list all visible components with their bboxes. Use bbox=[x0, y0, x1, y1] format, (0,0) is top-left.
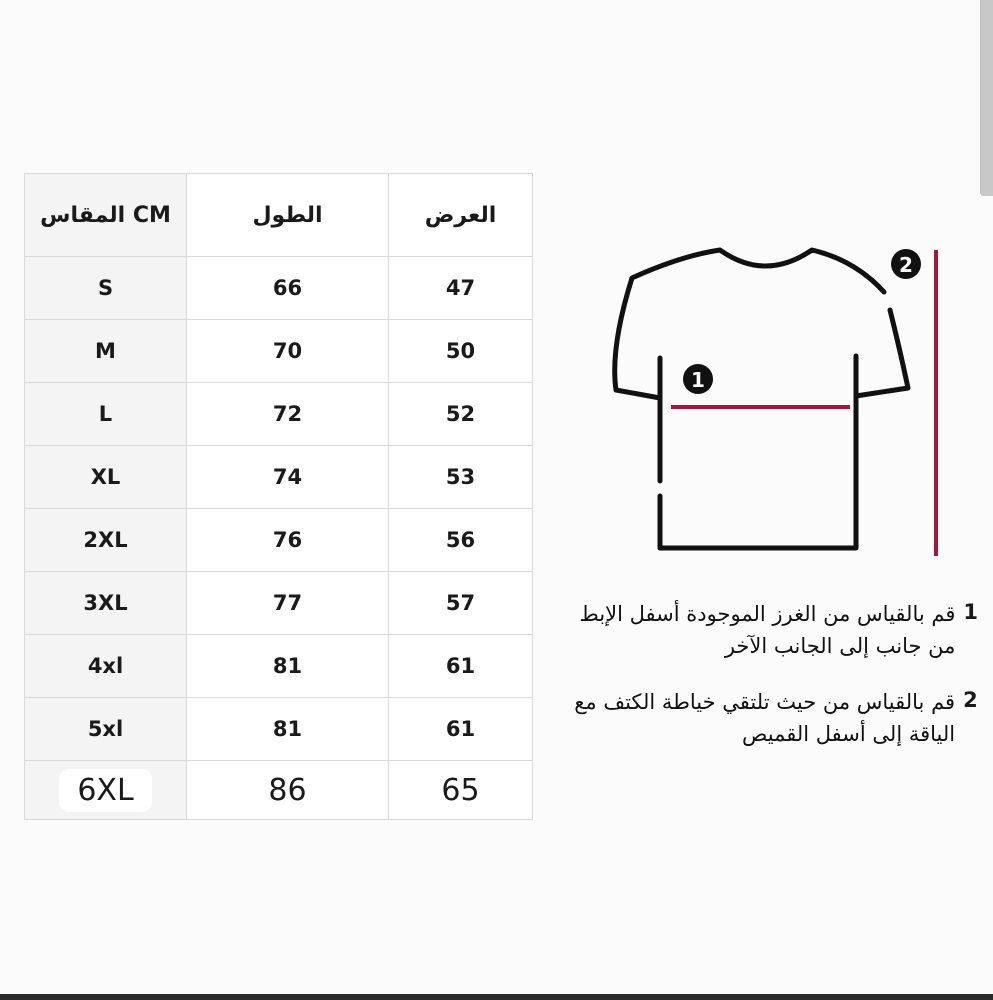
table-row bbox=[25, 383, 533, 446]
marker-1-label: 1 bbox=[691, 368, 705, 392]
tshirt-outline-right bbox=[660, 310, 908, 548]
width-cell: 50 bbox=[389, 320, 533, 383]
size-cell: 4xl bbox=[25, 635, 187, 698]
size-6xl-label: 6XL bbox=[59, 769, 151, 812]
size-cell: 3XL bbox=[25, 572, 187, 635]
length-cell: 72 bbox=[187, 383, 389, 446]
table-row bbox=[25, 446, 533, 509]
measurement-instructions bbox=[548, 598, 978, 774]
bottom-navigation-bar bbox=[0, 994, 993, 1000]
table-row bbox=[25, 320, 533, 383]
length-cell: 81 bbox=[187, 698, 389, 761]
table-header-row bbox=[25, 174, 533, 257]
size-cell: 5xl bbox=[25, 698, 187, 761]
width-cell: 52 bbox=[389, 383, 533, 446]
instruction-item bbox=[548, 686, 978, 750]
width-cell: 56 bbox=[389, 509, 533, 572]
instruction-text: قم بالقياس من الغرز الموجودة أسفل الإبط من جانب إلى الجانب الآخر bbox=[579, 602, 956, 658]
table-row bbox=[25, 257, 533, 320]
length-cell: 66 bbox=[187, 257, 389, 320]
size-cell: 2XL bbox=[25, 509, 187, 572]
header-width: العرض bbox=[389, 174, 533, 257]
width-cell: 53 bbox=[389, 446, 533, 509]
instruction-number: 2 bbox=[963, 688, 978, 712]
table-row bbox=[25, 761, 533, 820]
length-cell: 86 bbox=[187, 761, 389, 820]
length-cell: 70 bbox=[187, 320, 389, 383]
table-row bbox=[25, 572, 533, 635]
instruction-item bbox=[548, 598, 978, 662]
scrollbar-thumb[interactable] bbox=[980, 0, 993, 196]
size-cell: M bbox=[25, 320, 187, 383]
length-cell: 74 bbox=[187, 446, 389, 509]
width-cell: 61 bbox=[389, 698, 533, 761]
header-size: المقاس CM bbox=[25, 174, 187, 257]
length-cell: 76 bbox=[187, 509, 389, 572]
size-chart-table bbox=[24, 173, 533, 820]
tshirt-outline bbox=[615, 250, 884, 548]
size-cell: L bbox=[25, 383, 187, 446]
width-cell: 57 bbox=[389, 572, 533, 635]
table-row bbox=[25, 698, 533, 761]
instruction-number: 1 bbox=[963, 600, 978, 624]
size-cell bbox=[25, 761, 187, 820]
tshirt-measurement-diagram bbox=[600, 238, 950, 568]
instruction-text: قم بالقياس من حيث تلتقي خياطة الكتف مع الياقة إلى أسفل القميص bbox=[574, 690, 956, 746]
table-row bbox=[25, 509, 533, 572]
size-cell: XL bbox=[25, 446, 187, 509]
length-cell: 81 bbox=[187, 635, 389, 698]
table-row bbox=[25, 635, 533, 698]
size-cell: S bbox=[25, 257, 187, 320]
width-cell: 65 bbox=[389, 761, 533, 820]
length-cell: 77 bbox=[187, 572, 389, 635]
width-cell: 61 bbox=[389, 635, 533, 698]
width-cell: 47 bbox=[389, 257, 533, 320]
header-length: الطول bbox=[187, 174, 389, 257]
marker-2-label: 2 bbox=[899, 253, 913, 277]
